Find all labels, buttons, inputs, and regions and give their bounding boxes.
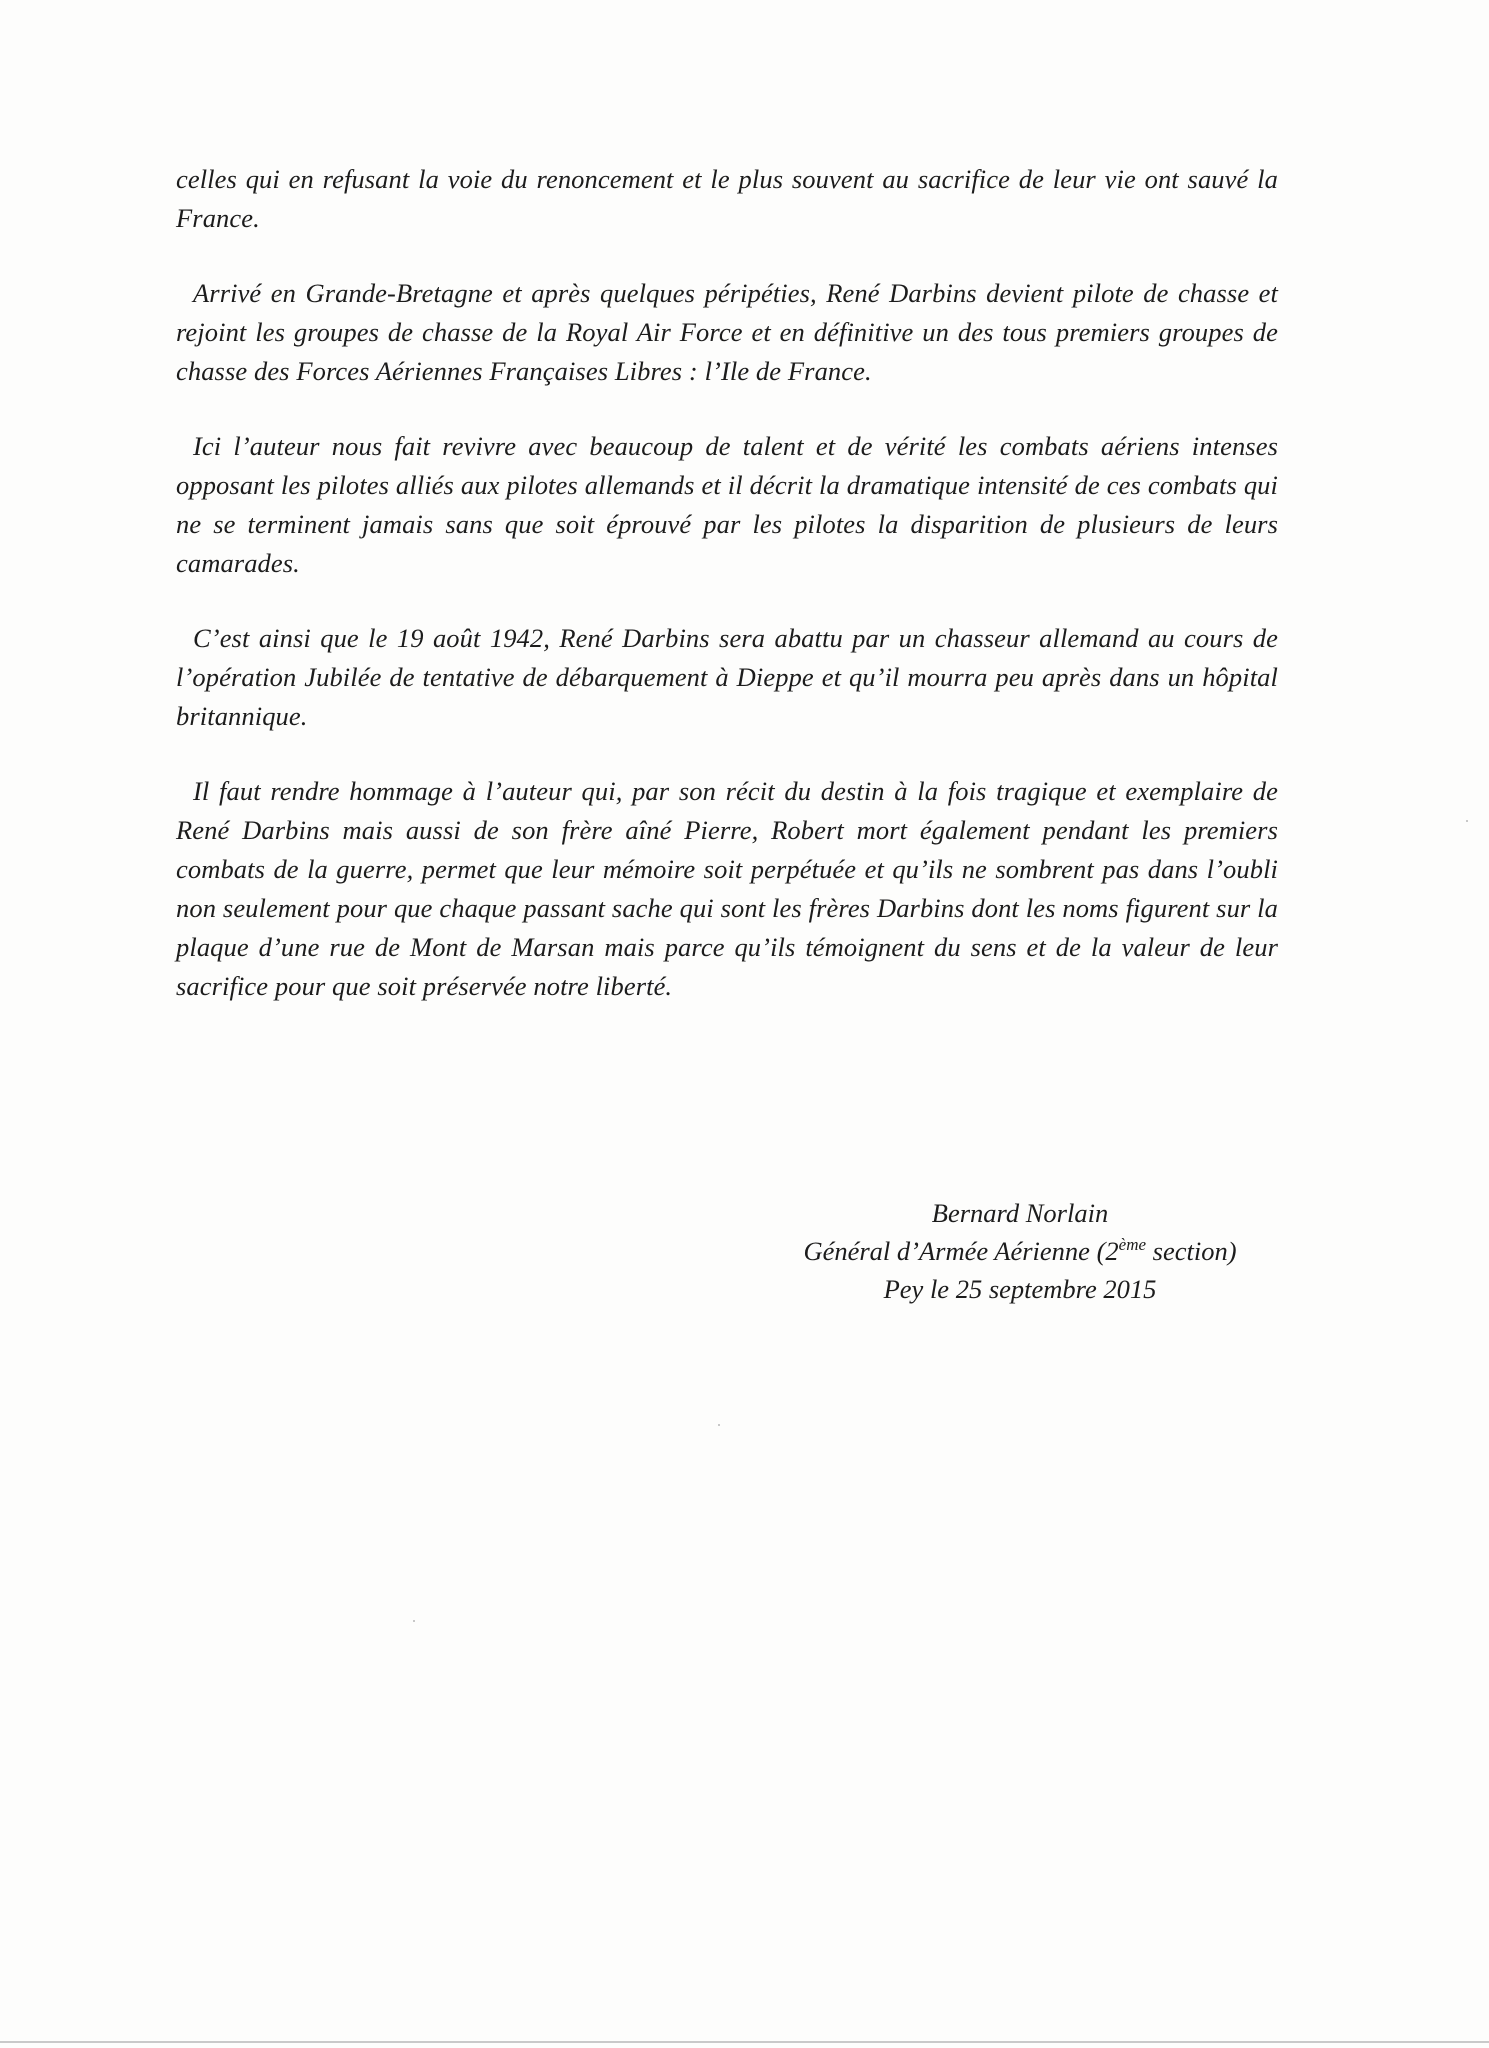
rank-prefix: Général d’Armée Aérienne (2 (803, 1236, 1119, 1266)
rank-suffix: section) (1146, 1236, 1237, 1266)
signature-block (760, 1194, 1280, 1308)
scan-edge-line (0, 2041, 1489, 2043)
scan-speck (718, 1424, 720, 1426)
paragraph-5: Il faut rendre hommage à l’auteur qui, par son récit du destin à la fois tragique et exemplaire de René Darbins mais aussi de son frère aîné Pierre, Robert mort également pendant les premiers combats de la guerre, permet que leur mémoire soit perpétuée et qu’ils ne sombrent pas dans l’oubli non seulement pour que chaque passant sache qui sont les frères Darbins dont les noms figurent sur la plaque d’une rue de Mont de Marsan mais parce qu’ils témoignent du sens et de la valeur de leur sacrifice pour que soit préservée notre liberté. (176, 776, 1278, 1001)
scan-speck (1466, 820, 1468, 822)
paragraph-3: Ici l’auteur nous fait revivre avec beaucoup de talent et de vérité les combats aériens intenses opposant les pilotes alliés aux pilotes allemands et il décrit la dramatique intensité de ces combats qui ne se terminent jamais sans que soit éprouvé par les pilotes la disparition de plusieurs de leurs camarades. (176, 431, 1278, 578)
rank-superscript: ème (1118, 1235, 1147, 1255)
paragraph-1: celles qui en refusant la voie du renoncement et le plus souvent au sacrifice de leur vie ont sauvé la France. (176, 164, 1278, 233)
scan-speck (413, 1620, 415, 1622)
signature-rank (760, 1232, 1280, 1270)
signature-place-date: Pey le 25 septembre 2015 (883, 1274, 1157, 1304)
signature-name: Bernard Norlain (931, 1198, 1109, 1228)
paragraph-2: Arrivé en Grande-Bretagne et après quelques péripéties, René Darbins devient pilote de chasse et rejoint les groupes de chasse de la Royal Air Force et en définitive un des tous premiers groupes de chasse des Forces Aériennes Françaises Libres : l’Ile de France. (176, 278, 1278, 386)
paragraph-4: C’est ainsi que le 19 août 1942, René Darbins sera abattu par un chasseur allemand au cours de l’opération Jubilée de tentative de débarquement à Dieppe et qu’il mourra peu après dans un hôpital britannique. (176, 623, 1278, 731)
body-text (176, 160, 1278, 1042)
